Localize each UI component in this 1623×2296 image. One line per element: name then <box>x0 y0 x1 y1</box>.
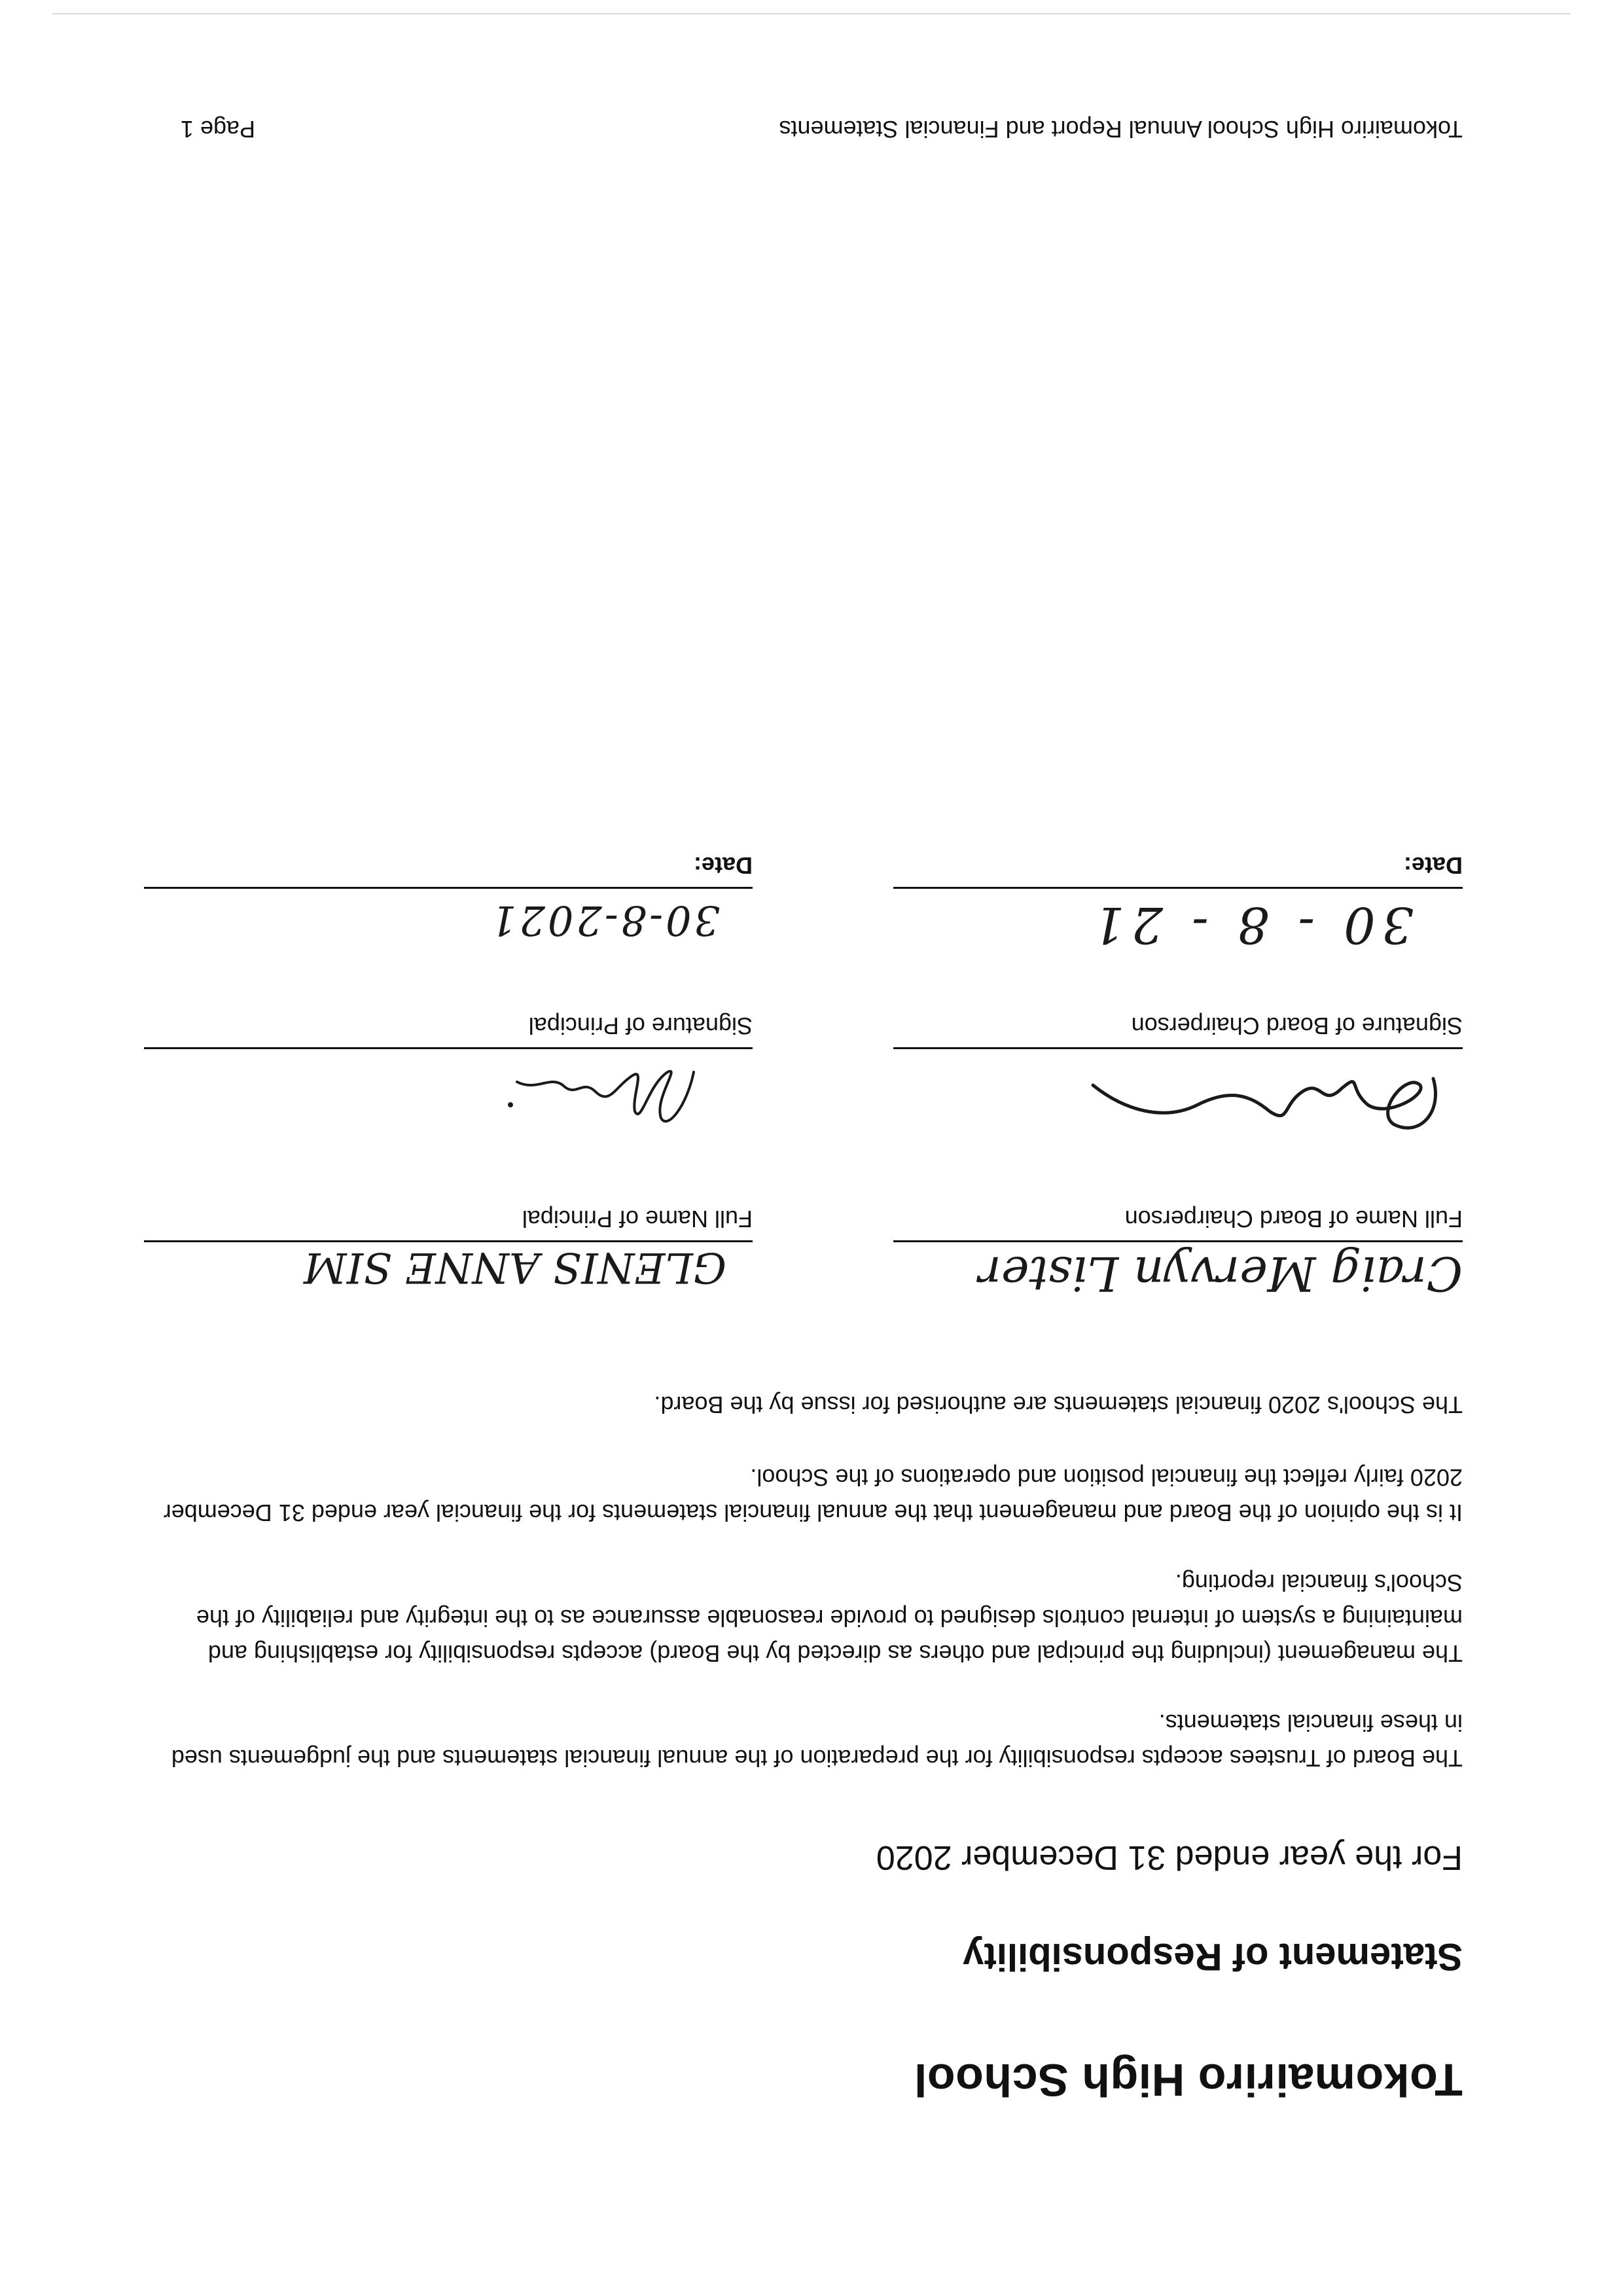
principal-date-label: Date: <box>693 852 753 879</box>
principal-name-label: Full Name of Principal <box>522 1206 753 1232</box>
scan-edge-rule <box>52 13 1571 14</box>
chairperson-date-line <box>893 887 1463 889</box>
chairperson-name-line <box>893 1240 1463 1242</box>
paragraph-opinion: It is the opinion of the Board and management that the annual financial statements for the financial year ended 31 December 2020 fairly reflect the financial position and operations of the School. <box>163 1464 1463 1526</box>
chairperson-date-handwritten: 30 - 8 - 21 <box>1086 896 1414 954</box>
chairperson-signature-label: Signature of Board Chairperson <box>1131 1013 1463 1039</box>
principal-date-line <box>144 887 753 889</box>
principal-signature-line <box>144 1047 753 1049</box>
principal-signature-mark <box>445 1052 707 1144</box>
footer-report-title: Tokomairiro High School Annual Report and Financial Statements <box>779 116 1463 143</box>
chairperson-signature-line <box>893 1047 1463 1049</box>
footer-page-number: Page 1 <box>180 116 255 143</box>
principal-name-handwritten: GLENIS ANNE SIM <box>304 1243 726 1291</box>
principal-signature-label: Signature of Principal <box>528 1013 753 1039</box>
school-title: Tokomairiro High School <box>914 2054 1463 2106</box>
paragraph-management-responsibility: The management (including the principal and others as directed by the Board) accepts responsibility for establishing and maintaining a system of internal controls designed to provide reasonable assurance as to the integrity and reliability of the School's financial reporting. <box>196 1570 1463 1667</box>
chairperson-signature-mark <box>1080 1052 1446 1151</box>
statement-heading: Statement of Responsibility <box>963 1935 1463 1978</box>
period-subheading: For the year ended 31 December 2020 <box>876 1839 1463 1876</box>
chairperson-name-label: Full Name of Board Chairperson <box>1124 1206 1463 1232</box>
principal-name-line <box>144 1240 753 1242</box>
paragraph-board-responsibility: The Board of Trustees accepts responsibility for the preparation of the annual financial statements and the judgements used in these financial statements. <box>171 1710 1463 1772</box>
paragraph-authorisation: The School's 2020 financial statements are authorised for issue by the Board. <box>654 1391 1463 1418</box>
chairperson-date-label: Date: <box>1403 852 1463 879</box>
chairperson-name-handwritten: Craig Mervyn Lister <box>978 1246 1463 1301</box>
principal-date-handwritten: 30-8-2021 <box>488 897 720 944</box>
